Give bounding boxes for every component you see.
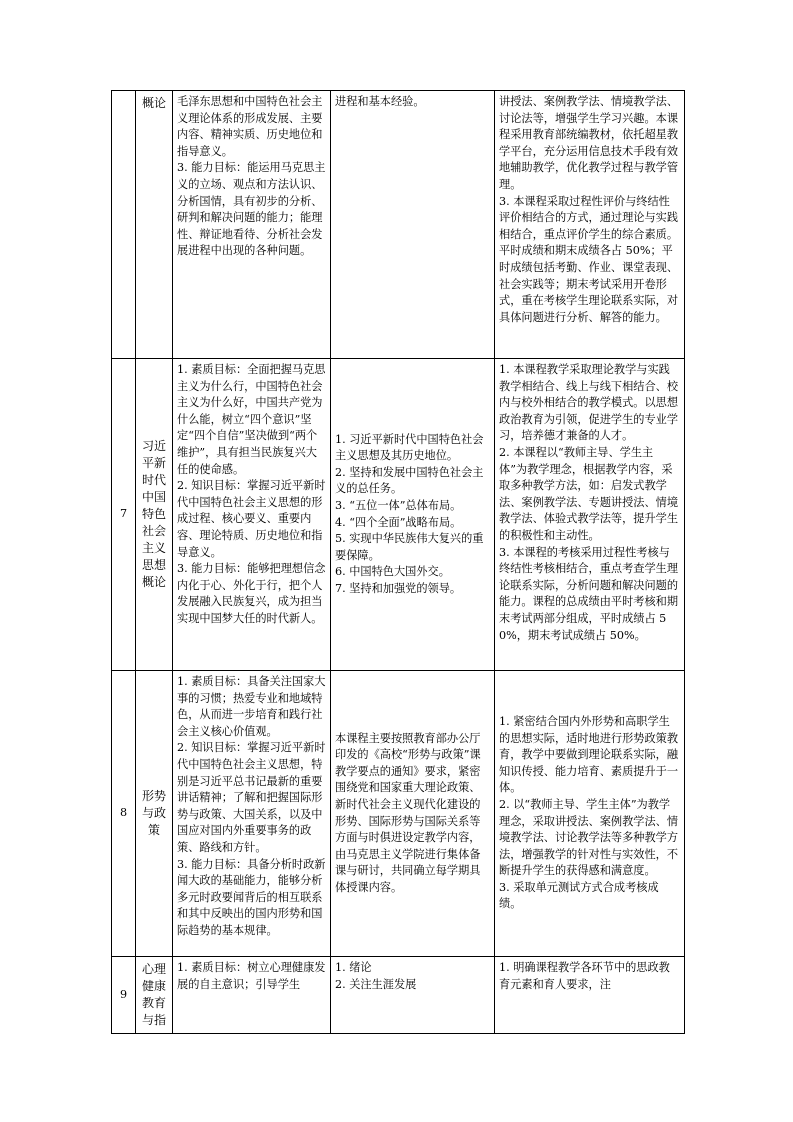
requirements-cell bbox=[495, 671, 685, 957]
row-number: 7 bbox=[112, 359, 136, 671]
table-row bbox=[112, 91, 685, 359]
goals-cell bbox=[173, 359, 331, 671]
content-paragraph: 1. 习近平新时代中国特色社会主义思想及其历史地位。 bbox=[335, 432, 484, 463]
goals-cell bbox=[173, 671, 331, 957]
goals-paragraph: 2. 知识目标：掌握习近平新时代中国特色社会主义思想，特别是习近平总书记最新的重要讲话精神；了解和把握国际形势与政策、大国关系，以及中国应对国内外重要事务的政策、路线和方针。 bbox=[177, 741, 326, 854]
table-row bbox=[112, 957, 685, 1034]
requirements-paragraph: 2. 本课程以“教师主导、学生主体”为教学理念，根据教学内容，采取多种教学方法，如：启发式教学法、案例教学法、专题讲授法、情境教学法、体验式教学法等，提升学生的积极性和主动性。 bbox=[499, 445, 679, 542]
requirements-cell bbox=[495, 359, 685, 671]
content-paragraph: 2. 坚持和发展中国特色社会主义的总任务。 bbox=[335, 465, 484, 496]
course-name-cell bbox=[136, 91, 173, 359]
content-cell bbox=[331, 91, 495, 359]
requirements-paragraph: 3. 采取单元测试方式合成考核成绩。 bbox=[499, 880, 659, 911]
requirements-paragraph: 3. 本课程的考核采用过程性考核与终结性考核相结合，重点考查学生理论联系实际，分析问题和解决问题的能力。课程的总成绩由平时考核和期末考试两部分组成，平时成绩占 50%，期末考试成绩占 50%。 bbox=[499, 545, 679, 642]
table-row bbox=[112, 359, 685, 671]
content-paragraph: 3. “五位一体”总体布局。 bbox=[335, 498, 462, 512]
goals-paragraph: 毛泽东思想和中国特色社会主义理论体系的形成发展、主要内容、精神实质、历史地位和指导意义。 bbox=[177, 95, 323, 158]
goals-paragraph: 3. 能力目标：能够把理想信念内化于心、外化于行，把个人发展融入民族复兴，成为担当实现中国梦大任的时代新人。 bbox=[177, 562, 326, 625]
content-paragraph: 7. 坚持和加强党的领导。 bbox=[335, 581, 462, 595]
course-name-cell bbox=[136, 957, 173, 1034]
table-row bbox=[112, 671, 685, 957]
course-name-cell bbox=[136, 359, 173, 671]
requirements-paragraph: 2. 以“教师主导、学生主体”为教学理念，采取讲授法、案例教学法、情境教学法、讨论教学法等多种教学方法，增强教学的针对性与实效性，不断提升学生的获得感和满意度。 bbox=[499, 797, 679, 878]
requirements-paragraph: 1. 本课程教学采取理论教学与实践教学相结合、线上与线下相结合、校内与校外相结合的教学模式。以思想政治教育为引领，促进学生的专业学习，培养德才兼备的人才。 bbox=[499, 363, 679, 443]
content-cell bbox=[331, 671, 495, 957]
content-cell bbox=[331, 957, 495, 1034]
goals-paragraph: 1. 素质目标：具备关注国家大事的习惯；热爱专业和地域特色，从而进一步培育和践行社会主义核心价值观。 bbox=[177, 675, 326, 738]
requirements-cell bbox=[495, 91, 685, 359]
goals-paragraph: 1. 素质目标：全面把握马克思主义为什么行，中国特色社会主义为什么好，中国共产党为什么能，树立“四个意识”坚定“四个自信”坚决做到“两个维护”，具有担当民族复兴大任的使命感。 bbox=[177, 363, 326, 476]
requirements-paragraph: 1. 紧密结合国内外形势和高职学生的思想实际，适时地进行形势政策教育，教学中要做到理论联系实际，融知识传授、能力培育、素质提升于一体。 bbox=[499, 714, 679, 795]
goals-cell bbox=[173, 957, 331, 1034]
row-number: 8 bbox=[112, 671, 136, 957]
course-name: 习近平新时代中国特色社会主义思想概论 bbox=[141, 439, 166, 589]
course-name: 概论 bbox=[141, 96, 166, 110]
requirements-paragraph: 1. 明确课程教学各环节中的思政教育元素和育人要求，注 bbox=[499, 961, 670, 991]
course-name: 心理健康教育与指 bbox=[141, 962, 166, 1027]
content-paragraph: 4. “四个全面”战略布局。 bbox=[335, 515, 462, 529]
requirements-paragraph: 讲授法、案例教学法、情境教学法、讨论法等，增强学生学习兴趣。本课程采用教育部统编教材，依托超星教学平台，充分运用信息技术手段有效地辅助教学，优化教学过程与教学管理。 bbox=[499, 95, 679, 191]
goals-paragraph: 2. 知识目标：掌握习近平新时代中国特色社会主义思想的形成过程、核心要义、重要内容、理论特质、历史地位和指导意义。 bbox=[177, 479, 326, 559]
row-number bbox=[112, 91, 136, 359]
content-paragraph: 6. 中国特色大国外交。 bbox=[335, 565, 450, 579]
content-paragraph: 5. 实现中华民族伟大复兴的重要保障。 bbox=[335, 532, 484, 562]
curriculum-table bbox=[111, 90, 685, 1034]
course-name-cell bbox=[136, 671, 173, 957]
goals-paragraph: 3. 能力目标：具备分析时政新闻大政的基础能力，能够分析多元时政要闻背后的相互联系和其中反映出的国内形势和国际趋势的基本规律。 bbox=[177, 857, 326, 937]
requirements-paragraph: 3. 本课程采取过程性评价与终结性评价相结合的方式，通过理论与实践相结合，重点评价学生的综合素质。平时成绩和期末成绩各占 50%；平时成绩包括考勤、作业、课堂表现、社会实践等；期末考试采用开卷形式，重在考核学生理论联系实际，对具体问题进行分析、解答的能力。 bbox=[499, 194, 679, 324]
goals-paragraph: 3. 能力目标：能运用马克思主义的立场、观点和方法认识、分析国情，具有初步的分析、研判和解决问题的能力；能理性、辩证地看待、分析社会发展进程中出现的各种问题。 bbox=[177, 161, 326, 258]
content-paragraph: 进程和基本经验。 bbox=[335, 95, 425, 108]
content-paragraph: 本课程主要按照教育部办公厅印发的《高校“形势与政策”课教学要点的通知》要求，紧密围绕党和国家重大理论政策、新时代社会主义现代化建设的形势、国际形势与国际关系等方面与时俱进设定教学内容，由马克思主义学院进行集体备课与研讨，共同确立每学期具体授课内容。 bbox=[335, 731, 481, 894]
content-cell bbox=[331, 359, 495, 671]
content-paragraph: 1. 绪论 bbox=[335, 961, 372, 974]
row-number: 9 bbox=[112, 957, 136, 1034]
content-paragraph: 2. 关注生涯发展 bbox=[335, 977, 417, 991]
goals-paragraph: 1. 素质目标：树立心理健康发展的自主意识；引导学生 bbox=[177, 961, 326, 991]
course-name: 形势与政策 bbox=[141, 789, 166, 837]
requirements-cell bbox=[495, 957, 685, 1034]
table-body bbox=[112, 91, 685, 1034]
goals-cell bbox=[173, 91, 331, 359]
